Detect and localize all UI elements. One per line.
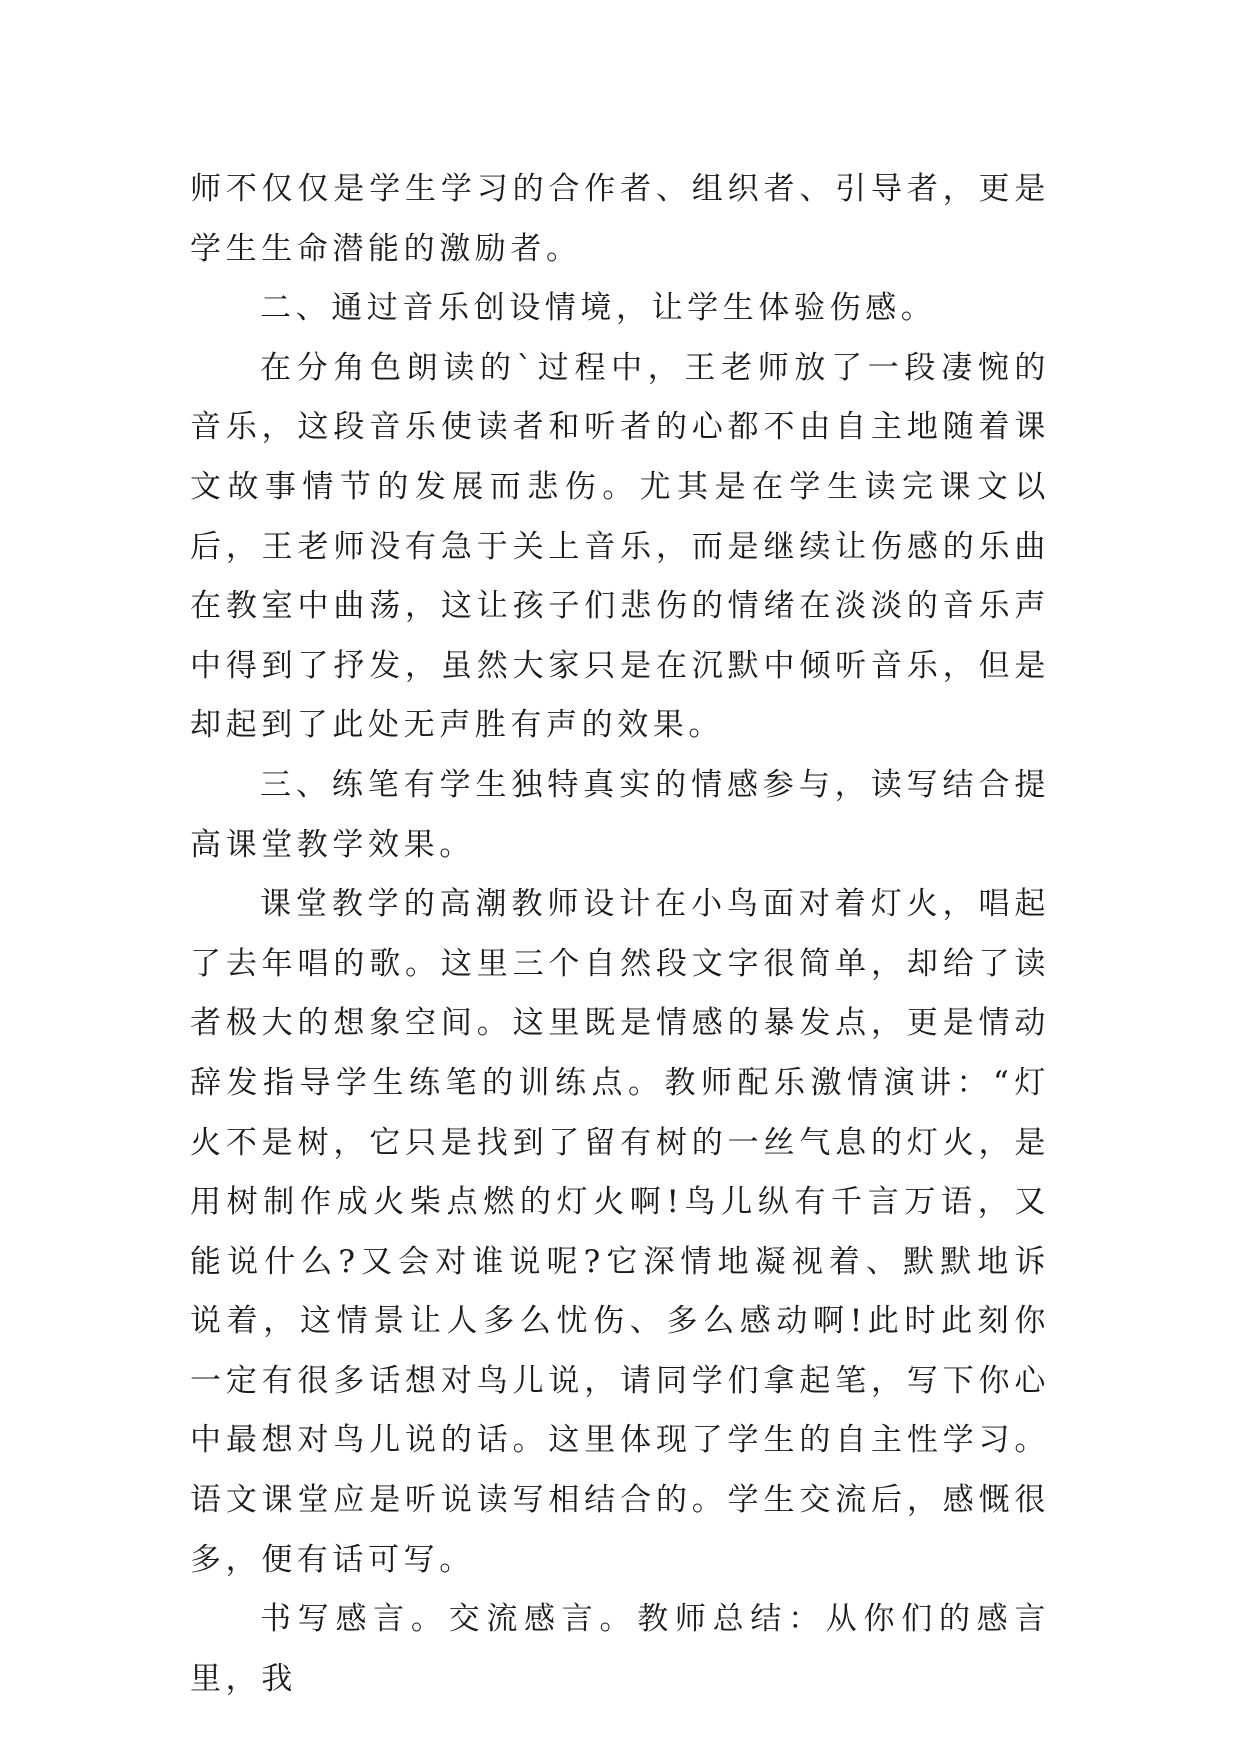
paragraph-closing: 书写感言。交流感言。教师总结：从你们的感言里，我 bbox=[190, 1601, 1050, 1697]
document-body bbox=[190, 160, 1050, 1709]
paragraph-classroom-climax: 课堂教学的高潮教师设计在小鸟面对着灯火，唱起了去年唱的歌。这里三个自然段文字很简单，却给了读者极大的想象空间。这里既是情感的暴发点，更是情动辞发指导学生练笔的训练点。教师配乐激情演讲：“灯火不是树，它只是找到了留有树的一丝气息的灯火，是用树制作成火柴点燃的灯火啊!鸟儿纵有千言万语，又能说什么?又会对谁说呢?它深情地凝视着、默默地诉说着，这情景让人多么忧伤、多么感动啊!此时此刻你一定有很多话想对鸟儿说，请同学们拿起笔，写下你心中最想对鸟儿说的话。这里体现了学生的自主性学习。语文课堂应是听说读写相结合的。学生交流后，感慨很多，便有话可写。 bbox=[190, 886, 1050, 1578]
section-heading-2: 二、通过音乐创设情境，让学生体验伤感。 bbox=[260, 290, 937, 327]
paragraph-music-scene: 在分角色朗读的`过程中，王老师放了一段凄惋的音乐，这段音乐使读者和听者的心都不由自主地随着课文故事情节的发展而悲伤。尤其是在学生读完课文以后，王老师没有急于关上音乐，而是继续让伤感的乐曲在教室中曲荡，这让孩子们悲伤的情绪在淡淡的音乐声中得到了抒发，虽然大家只是在沉默中倾听音乐，但是却起到了此处无声胜有声的效果。 bbox=[190, 349, 1050, 744]
section-heading-3: 三、练笔有学生独特真实的情感参与，读写结合提高课堂教学效果。 bbox=[190, 766, 1050, 863]
paragraph-continuation: 师不仅仅是学生学习的合作者、组织者、引导者，更是学生生命潜能的激励者。 bbox=[190, 171, 1050, 267]
